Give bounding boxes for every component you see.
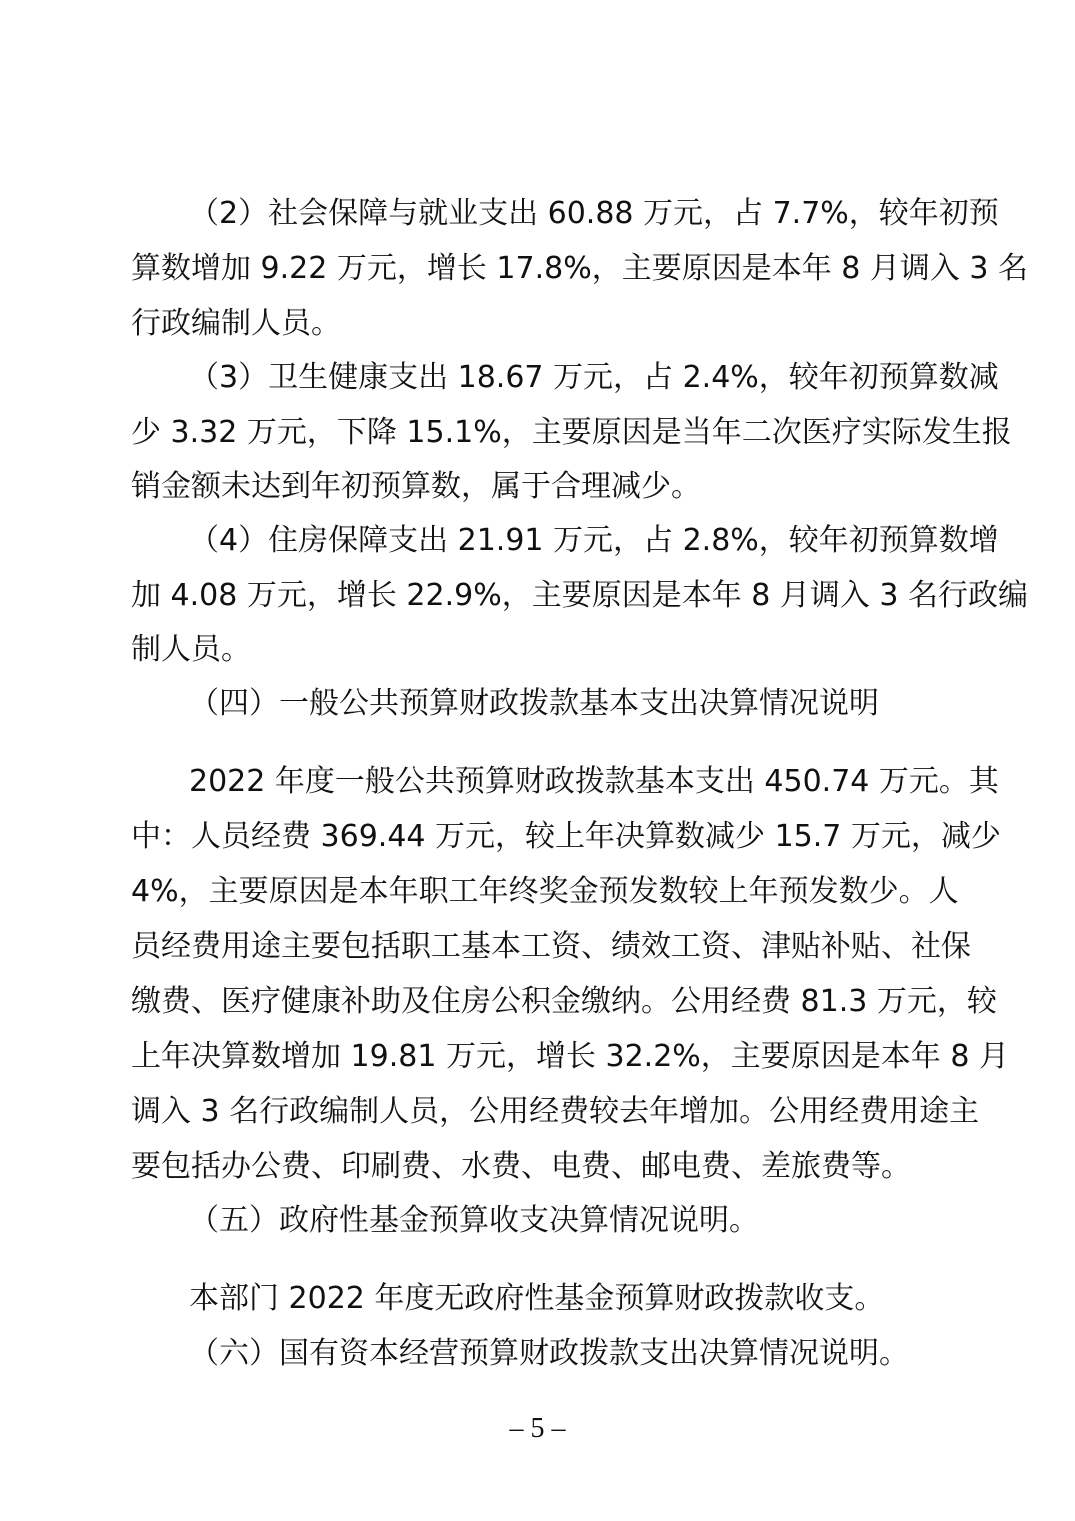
text-line: 员经费用途主要包括职工基本工资、绩效工资、津贴补贴、社保 bbox=[131, 929, 971, 964]
text-line: 调入 3 名行政编制人员，公用经费较去年增加。公用经费用途主 bbox=[131, 1094, 980, 1129]
text-line: 算数增加 9.22 万元，增长 17.8%，主要原因是本年 8 月调入 3 名 bbox=[131, 251, 1029, 286]
text-line: 要包括办公费、印刷费、水费、电费、邮电费、差旅费等。 bbox=[131, 1149, 911, 1184]
text-line: 上年决算数增加 19.81 万元，增长 32.2%，主要原因是本年 8 月 bbox=[131, 1039, 1009, 1074]
page-number: – 5 – bbox=[509, 1413, 566, 1444]
section-heading-4: （四）一般公共预算财政拨款基本支出决算情况说明 bbox=[189, 686, 879, 721]
section-heading-5: （五）政府性基金预算收支决算情况说明。 bbox=[189, 1203, 759, 1238]
text-line: 中：人员经费 369.44 万元，较上年决算数减少 15.7 万元，减少 bbox=[131, 819, 1001, 854]
text-line: 加 4.08 万元，增长 22.9%，主要原因是本年 8 月调入 3 名行政编 bbox=[131, 578, 1029, 613]
text-line: 少 3.32 万元，下降 15.1%，主要原因是当年二次医疗实际发生报 bbox=[131, 415, 1012, 450]
text-line: 行政编制人员。 bbox=[131, 306, 341, 341]
paragraph-government-fund: 本部门 2022 年度无政府性基金预算财政拨款收支。 bbox=[189, 1281, 885, 1316]
text-line: 制人员。 bbox=[131, 632, 251, 667]
section-heading-6: （六）国有资本经营预算财政拨款支出决算情况说明。 bbox=[189, 1336, 909, 1371]
text-line: 4%，主要原因是本年职工年终奖金预发数较上年预发数少。人 bbox=[131, 874, 959, 909]
text-line: 销金额未达到年初预算数，属于合理减少。 bbox=[131, 469, 701, 504]
text-line: 2022 年度一般公共预算财政拨款基本支出 450.74 万元。其 bbox=[189, 764, 999, 799]
text-line: 缴费、医疗健康补助及住房公积金缴纳。公用经费 81.3 万元，较 bbox=[131, 984, 997, 1019]
text-line: （4）住房保障支出 21.91 万元，占 2.8%，较年初预算数增 bbox=[189, 523, 999, 558]
text-line: （3）卫生健康支出 18.67 万元，占 2.4%，较年初预算数减 bbox=[189, 360, 999, 395]
text-line: （2）社会保障与就业支出 60.88 万元，占 7.7%，较年初预 bbox=[189, 196, 999, 231]
